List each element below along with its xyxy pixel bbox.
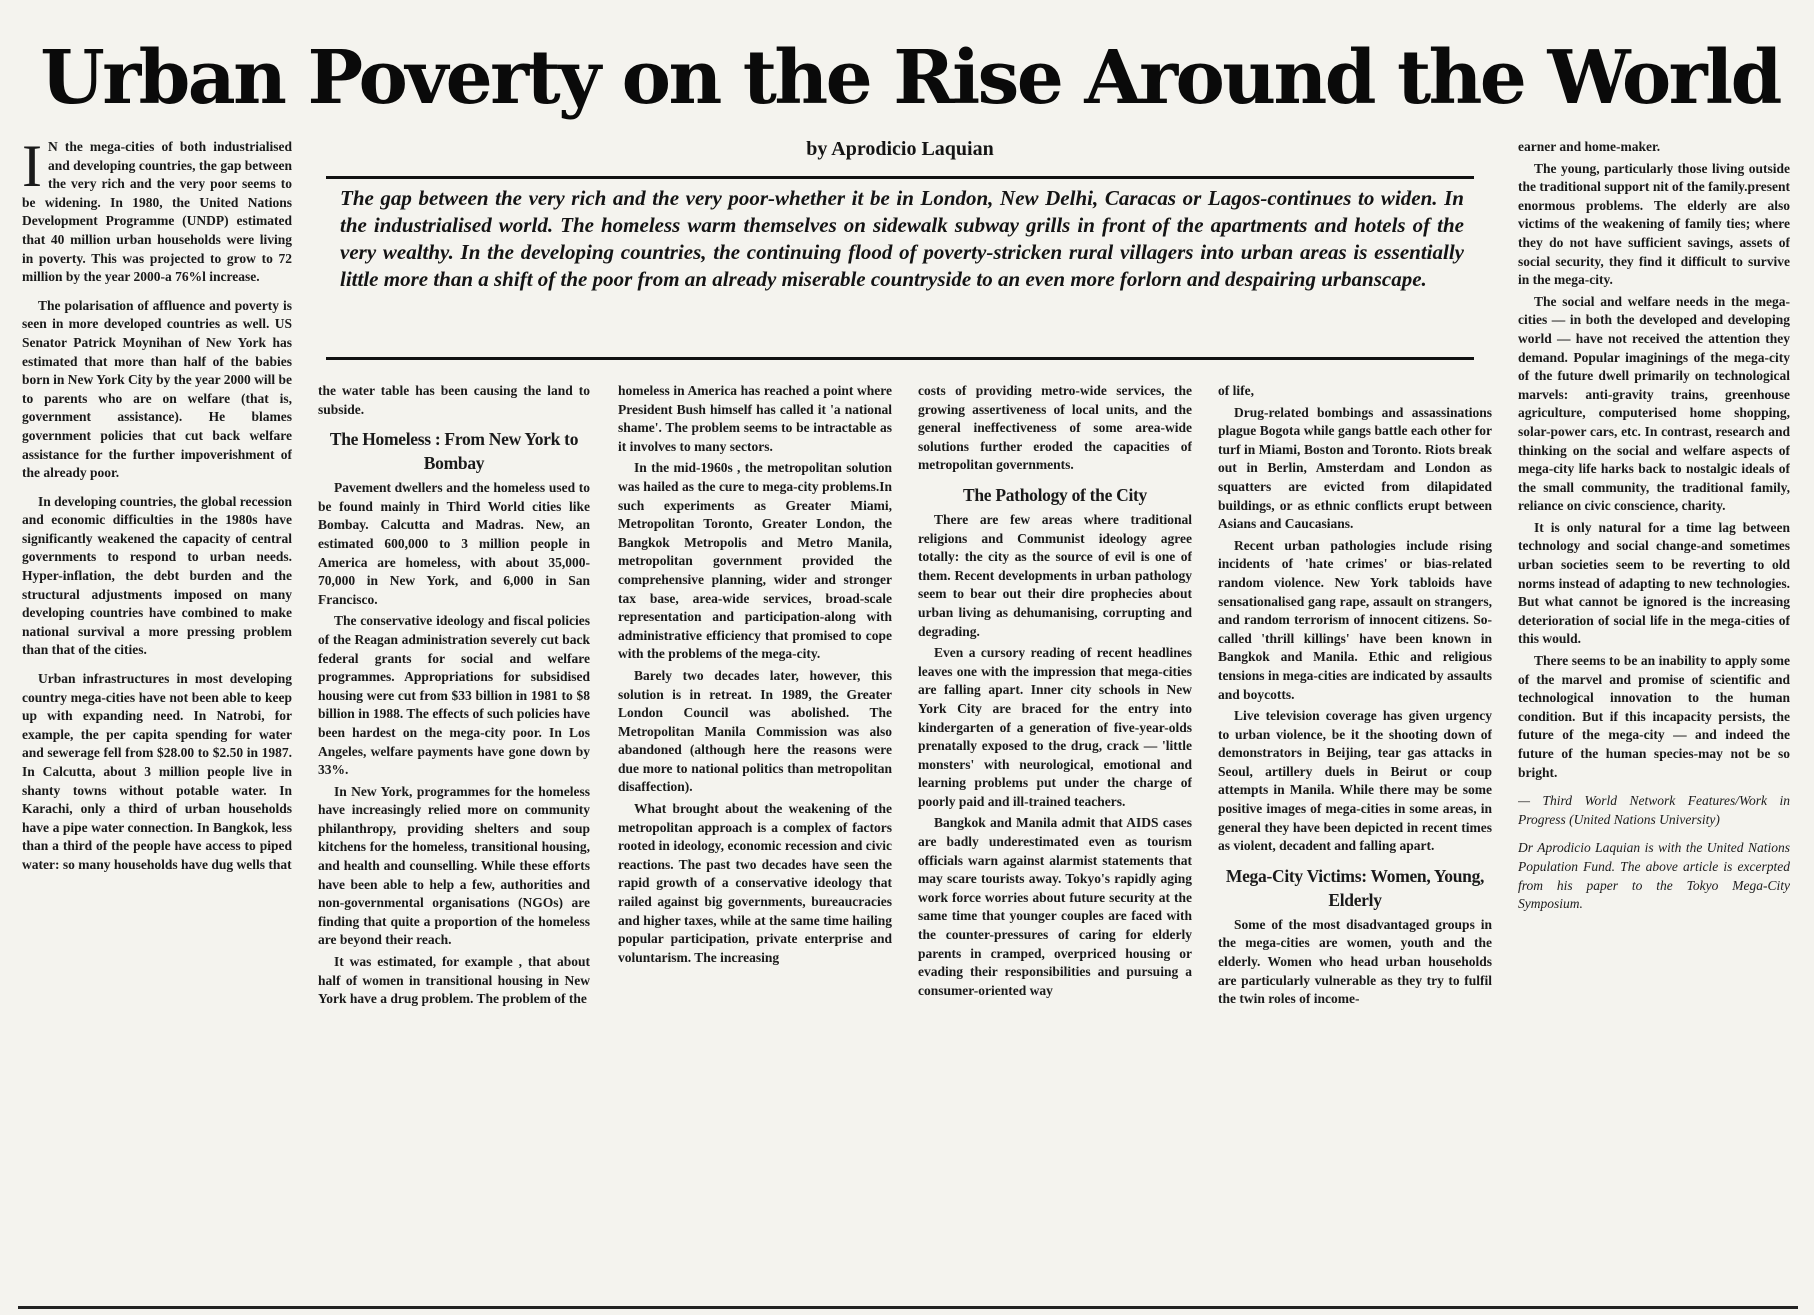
paragraph: Live television coverage has given urgency to urban violence, be it the shooting down of demonstrators in Beijing, tear gas attacks in Seoul, artillery duels in Beirut or coup attempts in Manila. While there may be some positive images of mega-cities in some areas, in general they have been depicted in recent times as violent, decadent and falling apart. — [1218, 708, 1492, 854]
byline: by Aprodicio Laquian — [806, 138, 994, 160]
paragraph: It was estimated, for example , that about half of women in transitional housing in New York have a drug problem. The problem of the — [318, 954, 590, 1007]
bottom-rule — [18, 1306, 1798, 1309]
paragraph: There are few areas where traditional religions and Communist ideology agree totally: the city as the source of evil is one of them. Recent developments in urban pathology seem to bear out their dire prophecies about urban living as dehumanising, corrupting and degrading. — [918, 511, 1192, 639]
paragraph: In New York, programmes for the homeless have increasingly relied more on community philanthropy, providing shelters and soup kitchens for the homeless, transitional housing, and health and counselling. While these efforts have been able to help a few, authorities and non-governmental organisations (NGOs) are finding that quite a proportion of the homeless are beyond their reach. — [318, 783, 590, 948]
paragraph: It is only natural for a time lag between technology and social change-and sometimes urban societies seem to be reverting to old norms instead of adapting to new technologies. But what cannot be ignored is the increasing deterioration of social life in the mega-cities of this would. — [1518, 519, 1790, 647]
column-2 — [318, 382, 590, 1303]
column-5 — [1218, 382, 1492, 1303]
paragraph: Pavement dwellers and the homeless used to be found mainly in Third World cities like Bombay. Calcutta and Madras. New, an estimated 600,000 to 3 million people in America are homeless, with about 35,000-70,000 in New York, and 6,000 in San Francisco. — [318, 480, 590, 607]
paragraph: The conservative ideology and fiscal policies of the Reagan administration severely cut back federal grants for social and welfare programmes. Appropriations for subsidised housing were cut from $33 billion in 1981 to $8 billion in 1988. The effects of such policies have been hardest on the mega-city poor. In Los Angeles, welfare payments have gone down by 33%. — [318, 613, 590, 778]
paragraph: the water table has been causing the land to subside. — [318, 383, 590, 417]
paragraph: earner and home-maker. — [1518, 139, 1661, 154]
paragraph — [22, 138, 292, 287]
subhead-homeless: The Homeless : From New York to Bombay — [329, 429, 579, 474]
paragraph: Bangkok and Manila admit that AIDS cases are badly underestimated even as tourism officials warn against alarmist statements that may scare tourists away. Tokyo's rapidly aging work force worries about future security at the same time that younger couples are faced with the counter-pressures of caring for elderly parents in cramped, overpriced housing or evading their responsibilities and pursuing a consumer-oriented way — [918, 815, 1192, 998]
column-3 — [618, 382, 892, 1303]
subhead-victims: Mega-City Victims: Women, Young, Elderly — [1225, 865, 1485, 910]
paragraph: The young, particularly those living outside the traditional support nit of the family.present enormous problems. The elderly are also victims of the weakening of family ties; where they do not have sufficient savings, assets of social security, they find it difficult to survive in the mega-city. — [1518, 160, 1790, 288]
paragraph-text: N the mega-cities of both industrialised and developing countries, the gap between the very rich and the very poor seems to be widening. In 1980, the United Nations Development Programme (UNDP) estimated that 40 million urban households were living in poverty. This was projected to grow to 72 million by the year 2000-a 76%l increase. — [22, 139, 292, 285]
column-1 — [22, 138, 292, 1303]
drop-cap: I — [22, 138, 42, 199]
paragraph: Urban infrastructures in most developing country mega-cities have not been able to keep up with expanding need. In Natrobi, for example, the per capita spending for water and sewerage fell from $28.00 to $2.50 in 1987. In Calcutta, about 3 million people live in shanty towns without potable water. In Karachi, only a third of urban households have a pipe water connection. In Bangkok, less than a third of the people have access to piped water: so many households have dug wells that — [22, 671, 292, 872]
paragraph: In developing countries, the global recession and economic difficulties in the 1980s have significantly weakened the capacity of central governments to respond to urban needs. Hyper-inflation, the debt burden and the structural adjustments imposed on many developing countries have combined to make national survival a more pressing problem than that of the cities. — [22, 493, 292, 658]
paragraph: In the mid-1960s , the metropolitan solution was hailed as the cure to mega-city problems.In such experiments as Greater Miami, Metropolitan Toronto, Greater London, the Bangkok Metropolis and Metro Manila, metropolitan government provided the comprehensive planning, wider and stronger tax base, area-wide services, broad-scale representation and participation-along with administrative efficiency that promised to cope with the problems of the mega-city. — [618, 460, 892, 662]
paragraph: The social and welfare needs in the mega-cities — in both the developed and developing world — have not received the attention they demand. Popular imaginings of the mega-city of the future dwell primarily on technological marvels: anti-gravity trains, greenhouse agriculture, computerised home shopping, solar-power cars, etc. In contrast, research and thinking on the social and welfare aspects of mega-city life harks back to nostalgic ideals of the small community, the traditional family, reliance on civic conscience, charity. — [1518, 293, 1790, 514]
paragraph: homeless in America has reached a point where President Bush himself has called it 'a national shame'. The problem seems to be intractable as it involves to many sectors. — [618, 383, 892, 454]
paragraph: Drug-related bombings and assassinations plague Bogota while gangs battle each other for turf in Miami, Boston and Toronto. Riots break out in Berlin, Amsterdam and London as squatters are evicted from dilapidated buildings, or as ethnic conflicts erupt between Asians and Caucasians. — [1218, 404, 1492, 532]
column-4 — [918, 382, 1192, 1303]
headline: Urban Poverty on the Rise Around the World — [40, 35, 1780, 121]
paragraph: Recent urban pathologies include rising incidents of 'hate crimes' or bias-related random violence. New York tabloids have sensationalised gang rape, assault on strangers, and random terrorism of innocent citizens. So-called 'thrill killings' have been known in Bangkok and Manila. Ethic and religious tensions in mega-cities are indicated by assaults and boycotts. — [1218, 537, 1492, 702]
deck-summary: The gap between the very rich and the very poor-whether it be in London, New Delhi, Caracas or Lagos-continues to widen. In the industrialised world. The homeless warm themselves on sidewalk subway grills in front of the apartments and hotels of the very wealthy. In the developing countries, the continuing flood of poverty-stricken rural villagers into urban areas is essentially little more than a shift of the poor from an already miserable countryside to an even more forlorn and despairing urbanscape. — [326, 176, 1474, 360]
author-note: Dr Aprodicio Laquian is with the United Nations Population Fund. The above article is excerpted from his paper to the Tokyo Mega-City Symposium. — [1518, 840, 1790, 912]
paragraph: What brought about the weakening of the metropolitan approach is a complex of factors rooted in ideology, economic recession and civic reactions. The past two decades have seen the rapid growth of a conservative ideology that railed against big governments, bureaucracies and higher taxes, while at the same time hailing popular participation, private enterprise and voluntarism. The increasing — [618, 801, 892, 965]
paragraph: Some of the most disadvantaged groups in the mega-cities are women, youth and the elderly. Women who head urban households are particularly vulnerable as they try to fulfil the twin roles of income- — [1218, 916, 1492, 1007]
paragraph: The polarisation of affluence and poverty is seen in more developed countries as well. US Senator Patrick Moynihan of New York has estimated that more than half of the babies born in New York City by the year 2000 will be to parents who are on welfare (that is, government assistance). He blames government policies that cut back welfare assistance for the further impoverishment of the already poor. — [22, 297, 292, 481]
paragraph: Even a cursory reading of recent headlines leaves one with the impression that mega-cities are falling apart. Inner city schools in New York City are braced for the entry into kindergarten of a generation of five-year-olds prenatally exposed to the drug, crack — 'little monsters' with neurological, emotional and learning problems put under the charge of poorly paid and ill-trained teachers. — [918, 645, 1192, 809]
paragraph: of life, — [1218, 383, 1254, 398]
paragraph: There seems to be an inability to apply some of the marvel and promise of scientific and technological innovation to the human condition. But if this incapacity persists, the future of the mega-city — and indeed the future of the human species-may not be so bright. — [1518, 653, 1790, 780]
source-credit: — Third World Network Features/Work in Progress (United Nations University) — [1518, 793, 1790, 827]
subhead-pathology: The Pathology of the City — [962, 484, 1148, 505]
column-6 — [1518, 138, 1790, 1303]
paragraph: Barely two decades later, however, this solution is in retreat. In 1989, the Greater London Council was abolished. The Metropolitan Manila Commission was also abandoned (although here the reasons were due more to national politics than metropolitan disaffection). — [618, 667, 892, 795]
paragraph: costs of providing metro-wide services, the growing assertiveness of local units, and the general ineffectiveness of some area-wide solutions further eroded the capacities of metropolitan governments. — [918, 383, 1192, 473]
